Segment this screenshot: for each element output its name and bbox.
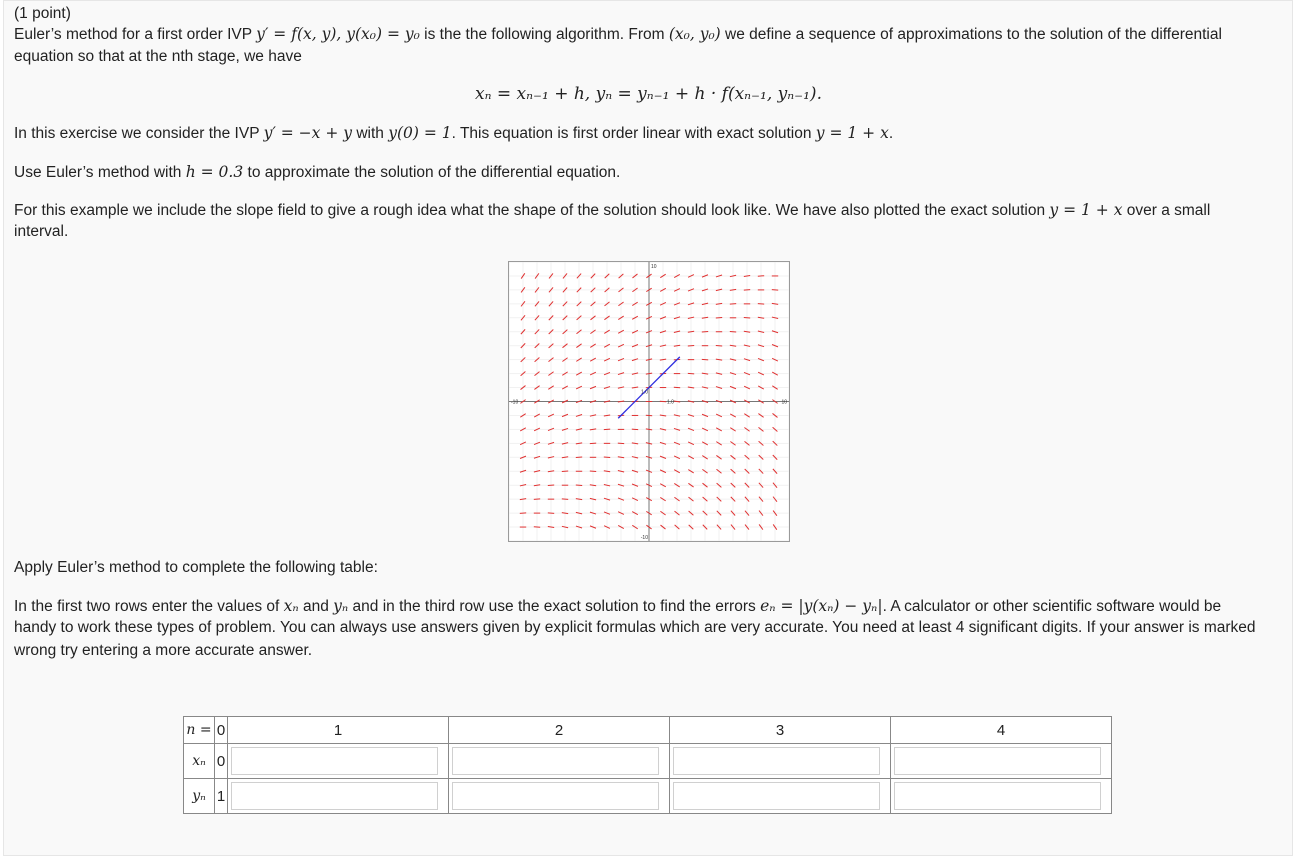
- y-cell: [449, 779, 670, 814]
- slope-field-line-2: interval.: [14, 223, 69, 240]
- slope-segment: [590, 443, 596, 444]
- apply-instruction: Apply Euler’s method to complete the following table:: [14, 559, 378, 576]
- y-row: [184, 779, 1112, 814]
- tick-label-right: 10: [781, 399, 787, 406]
- slope-segment: [562, 471, 568, 472]
- column-header: 3: [670, 717, 891, 744]
- slope-segment: [744, 318, 750, 319]
- rows-instruction-line-3: wrong try entering a more accurate answer.: [14, 642, 313, 659]
- rows-instruction-line-1: In the first two rows enter the values of xₙ and yₙ and in the third row use the exact solution to find the errors eₙ = |y(xₙ) − yₙ|. A calculator or other scientific software would be: [14, 597, 1222, 615]
- tick-label-bottom: -10: [640, 535, 648, 541]
- x3-input[interactable]: [673, 747, 880, 775]
- y3-input[interactable]: [673, 782, 880, 810]
- x1-input[interactable]: [231, 747, 438, 775]
- column-header: 4: [891, 717, 1112, 744]
- slope-segment: [534, 527, 540, 528]
- y2-input[interactable]: [452, 782, 659, 810]
- x4-input[interactable]: [894, 747, 1101, 775]
- slope-segment: [730, 331, 736, 332]
- y-cell: [670, 779, 891, 814]
- slope-field-svg: [509, 262, 789, 541]
- table-header-row: [184, 717, 1112, 744]
- slope-segment: [604, 429, 610, 430]
- slope-segment: [576, 485, 582, 486]
- slope-segment: [660, 401, 666, 402]
- x-row: [184, 744, 1112, 779]
- tick-label-center-x: 1.0: [667, 399, 674, 406]
- slope-field-line-1: For this example we include the slope field to give a rough idea what the shape of the solution should look like. We have also plotted the exact solution y = 1 + x over a small: [14, 201, 1211, 219]
- step-size-line: Use Euler’s method with h = 0.3 to approximate the solution of the differential equation.: [14, 163, 621, 181]
- x-cell: [891, 744, 1112, 779]
- y-cell: [228, 779, 449, 814]
- y0-cell: 1: [215, 779, 228, 814]
- slope-segment: [702, 359, 708, 360]
- n-label: n =: [184, 717, 215, 744]
- tick-label-top: 10: [651, 264, 657, 270]
- slope-segment: [730, 304, 736, 305]
- intro-line-2: equation so that at the nth stage, we have: [14, 48, 302, 65]
- slope-segment: [688, 345, 694, 346]
- column-header: 2: [449, 717, 670, 744]
- slope-segment: [520, 513, 526, 514]
- slope-segment: [534, 499, 540, 500]
- slope-segment: [758, 276, 764, 277]
- slope-segment: [688, 373, 694, 374]
- x-cell: [228, 744, 449, 779]
- y1-input[interactable]: [231, 782, 438, 810]
- slope-segment: [590, 471, 596, 472]
- tick-label-center-y: 1.0: [641, 389, 648, 396]
- slope-segment: [562, 499, 568, 500]
- slope-segment: [576, 457, 582, 458]
- euler-table: [183, 716, 1112, 814]
- x-cell: [449, 744, 670, 779]
- slope-segment: [618, 443, 624, 444]
- y-label: yₙ: [184, 779, 215, 814]
- x-cell: [670, 744, 891, 779]
- slope-segment: [758, 304, 764, 305]
- consider-line: In this exercise we consider the IVP y′ = −x + y with y(0) = 1. This equation is first order linear with exact solution y = 1 + x.: [14, 124, 894, 142]
- slope-field-plot: [508, 261, 790, 542]
- euler-formula: xₙ = xₙ₋₁ + h, yₙ = yₙ₋₁ + h · f(xₙ₋₁, yₙ₋₁).: [475, 84, 822, 104]
- slope-segment: [632, 429, 638, 430]
- tick-label-left: -10: [511, 399, 519, 406]
- slope-segment: [674, 387, 680, 388]
- slope-segment: [604, 457, 610, 458]
- x2-input[interactable]: [452, 747, 659, 775]
- slope-segment: [702, 331, 708, 332]
- x-label: xₙ: [184, 744, 215, 779]
- y-cell: [891, 779, 1112, 814]
- slope-segment: [744, 290, 750, 291]
- slope-segment: [772, 290, 778, 291]
- slope-segment: [646, 415, 652, 416]
- column-header: 1: [228, 717, 449, 744]
- points-label: (1 point): [14, 5, 71, 22]
- intro-line-1: Euler’s method for a first order IVP y′ = f(x, y), y(x₀) = y₀ is the the following algorithm. From (x₀, y₀) we define a sequence of approximations to the solution of the differential: [14, 25, 1222, 43]
- slope-segment: [548, 485, 554, 486]
- x0-cell: 0: [215, 744, 228, 779]
- slope-segment: [716, 345, 722, 346]
- y4-input[interactable]: [894, 782, 1101, 810]
- n0-cell: 0: [215, 717, 228, 744]
- rows-instruction-line-2: handy to work these types of problem. You can always use answers given by explicit formulas which are very accurate. You need at least 4 significant digits. If your answer is marked: [14, 619, 1256, 636]
- slope-segment: [716, 318, 722, 319]
- slope-segment: [548, 513, 554, 514]
